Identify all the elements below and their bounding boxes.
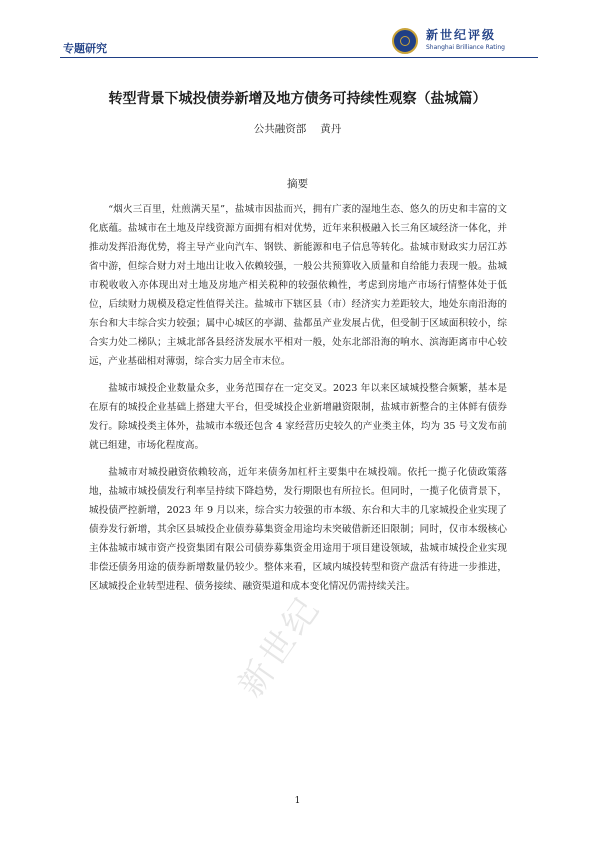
page-number: 1 [294, 796, 301, 806]
watermark: 新世纪 [230, 588, 329, 705]
logo-chinese-name: 新世纪评级 [426, 28, 497, 42]
abstract-paragraph-1: “烟火三百里，灶煎满天星”，盐城市因盐而兴，拥有广袤的湿地生态、悠久的历史和丰富的文化底蕴。盐城市在土地及岸线资源方面拥有相对优势，近年来积极融入长三角区域经济一体化，并推动发挥沿海优势，将主导产业向汽车、钢铁、新能源和电子信息等转化。盐城市财政实力居江苏省中游，但综合财力对土地出让收入依赖较强，一般公共预算收入质量和自给能力表现一般。盐城市税收收入亦体现出对土地及房地产相关税种的较强依赖性，考虑到房地产市场行情整体处于低位，后续财力规模及稳定性值得关注。盐城市下辖区县（市）经济实力差距较大，地处东南沿海的东台和大丰综合实力较强；属中心城区的亭湖、盐都虽产业发展占优，但受制于区域面积较小，综合实力处二梯队；主城北部各县经济发展水平相对一般，处东北部沿海的响水、滨海距离市中心较远，产业基础相对薄弱，综合实力居全市末位。 [89, 204, 507, 367]
author-department: 公共融资部 [253, 123, 307, 135]
abstract-paragraph-2: 盐城市城投企业数量众多，业务范围存在一定交叉。2023 年以来区域城投整合频繁，基本是在原有的城投企业基础上搭建大平台，但受城投企业新增融资限制，盐城市新整合的主体鲜有债券发行。除城投类主体外，盐城市本级还包含 4 家经营历史较久的产业类主体，均为 35 号文发布前就已组建，市场化程度高。 [89, 383, 507, 451]
abstract-body [89, 200, 507, 604]
abstract-paragraph-3: 盐城市对城投融资依赖较高，近年来债务加杠杆主要集中在城投端。依托一揽子化债政策落地，盐城市城投债发行利率呈持续下降趋势，发行期限也有所拉长。但同时，一揽子化债背景下，城投债严控新增，2023 年 9 月以来，综合实力较强的市本级、东台和大丰的几家城投企业实现了债券发行新增，其余区县城投企业债券募集资金用途均未突破借新还旧限制；同时，仅市本级核心主体盐城市城市资产投资集团有限公司债券募集资金用途用于项目建设领域，盐城市城投企业实现非偿还债务用途的债券新增数量仍较少。整体来看，区域内城投转型和资产盘活有待进一步推进，区域城投企业转型进程、债务接续、融资渠道和成本变化情况仍需持续关注。 [89, 467, 507, 592]
company-logo [392, 26, 542, 58]
logo-english-name: Shanghai Brilliance Rating [426, 44, 505, 51]
author-name: 黄丹 [320, 123, 342, 135]
abstract-heading: 摘要 [287, 178, 308, 190]
logo-emblem-icon [392, 28, 418, 54]
section-label: 专题研究 [63, 42, 107, 55]
document-title: 转型背景下城投债券新增及地方债务可持续性观察（盐城篇） [108, 91, 487, 107]
author-line [0, 121, 595, 136]
header-divider [60, 57, 538, 58]
